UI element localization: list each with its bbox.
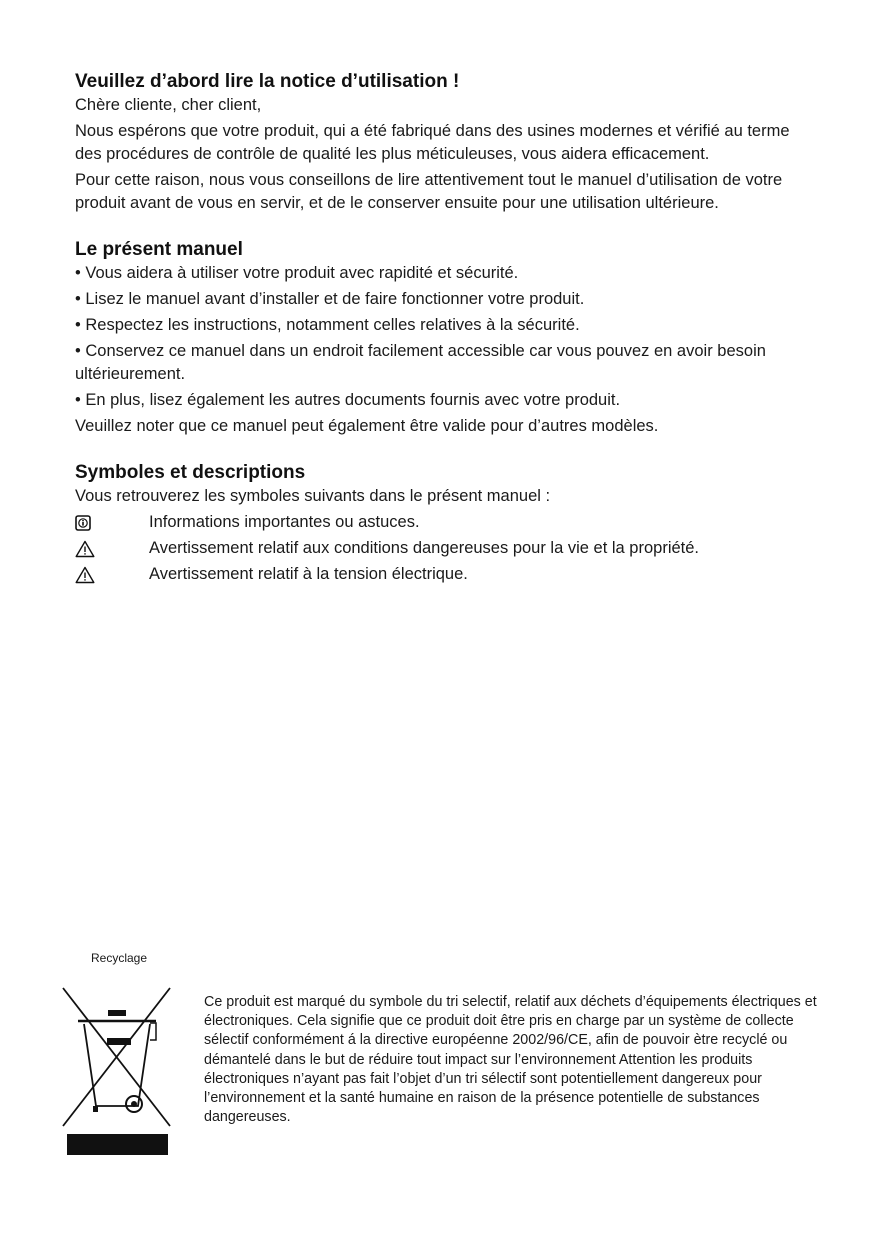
crossed-bin-icon xyxy=(60,966,180,1156)
bullet-item: • Conservez ce manuel dans un endroit facilement accessible car vous pouvez en avoir besoin ultérieurement. xyxy=(75,342,766,383)
symbol-description: Informations importantes ou astuces. xyxy=(149,513,420,531)
intro-paragraph-2: Pour cette raison, nous vous conseillons de lire attentivement tout le manuel d’utilisation de votre produit avant de vous en servir, et de le conserver ensuite pour une utilisation ultérieure. xyxy=(75,171,783,212)
symbol-description: Avertissement relatif à la tension électrique. xyxy=(149,565,468,583)
warning-icon xyxy=(75,537,149,560)
symbol-row xyxy=(75,563,795,586)
warning-icon xyxy=(75,563,149,586)
manual-content xyxy=(75,70,795,589)
greeting: Chère cliente, cher client, xyxy=(75,96,262,114)
manual-section xyxy=(75,238,795,438)
intro-paragraph-1: Nous espérons que votre produit, qui a été fabriqué dans des usines modernes et vérifié au terme des procédures de contrôle de qualité les plus méticuleuses, vous aidera efficacement. xyxy=(75,122,790,163)
intro-section xyxy=(75,70,795,215)
manual-note: Veuillez noter que ce manuel peut également être valide pour d’autres modèles. xyxy=(75,417,659,435)
symbol-description: Avertissement relatif aux conditions dangereuses pour la vie et la propriété. xyxy=(149,539,700,557)
bullet-item: • En plus, lisez également les autres documents fournis avec votre produit. xyxy=(75,391,621,409)
intro-title: Veuillez d’abord lire la notice d’utilisation ! xyxy=(75,71,460,92)
symbols-intro: Vous retrouverez les symboles suivants dans le présent manuel : xyxy=(75,487,551,505)
recycling-text: Ce produit est marqué du symbole du tri selectif, relatif aux déchets d’équipements électriques et électroniques. Cela signifie que ce produit doit être pris en charge par un système de collecte sélectif conformément á la directive européenne 2002/96/CE, afin de pouvoir ètre recyclé ou démantelé dans le but de réduire tout impact sur l’environnement Attention les produits électroniques n’ayant pas fait l’objet d’un tri sélectif sont potentiellement dangereux pour l’environnement et la santé humaine en raison de la présence potentielle de substances dangereuses. xyxy=(204,994,817,1126)
bullet-item: • Respectez les instructions, notamment celles relatives à la sécurité. xyxy=(75,316,580,334)
symbol-row xyxy=(75,537,795,560)
manual-title: Le présent manuel xyxy=(75,239,243,260)
recycling-label: Recyclage xyxy=(90,951,148,965)
bullet-item: • Lisez le manuel avant d’installer et de faire fonctionner votre produit. xyxy=(75,290,585,308)
symbols-section xyxy=(75,461,795,586)
symbols-title: Symboles et descriptions xyxy=(75,462,306,483)
recycling-symbol xyxy=(60,950,180,1156)
bullet-item: • Vous aidera à utiliser votre produit avec rapidité et sécurité. xyxy=(75,264,519,282)
symbol-row xyxy=(75,511,795,534)
info-icon xyxy=(75,511,149,534)
